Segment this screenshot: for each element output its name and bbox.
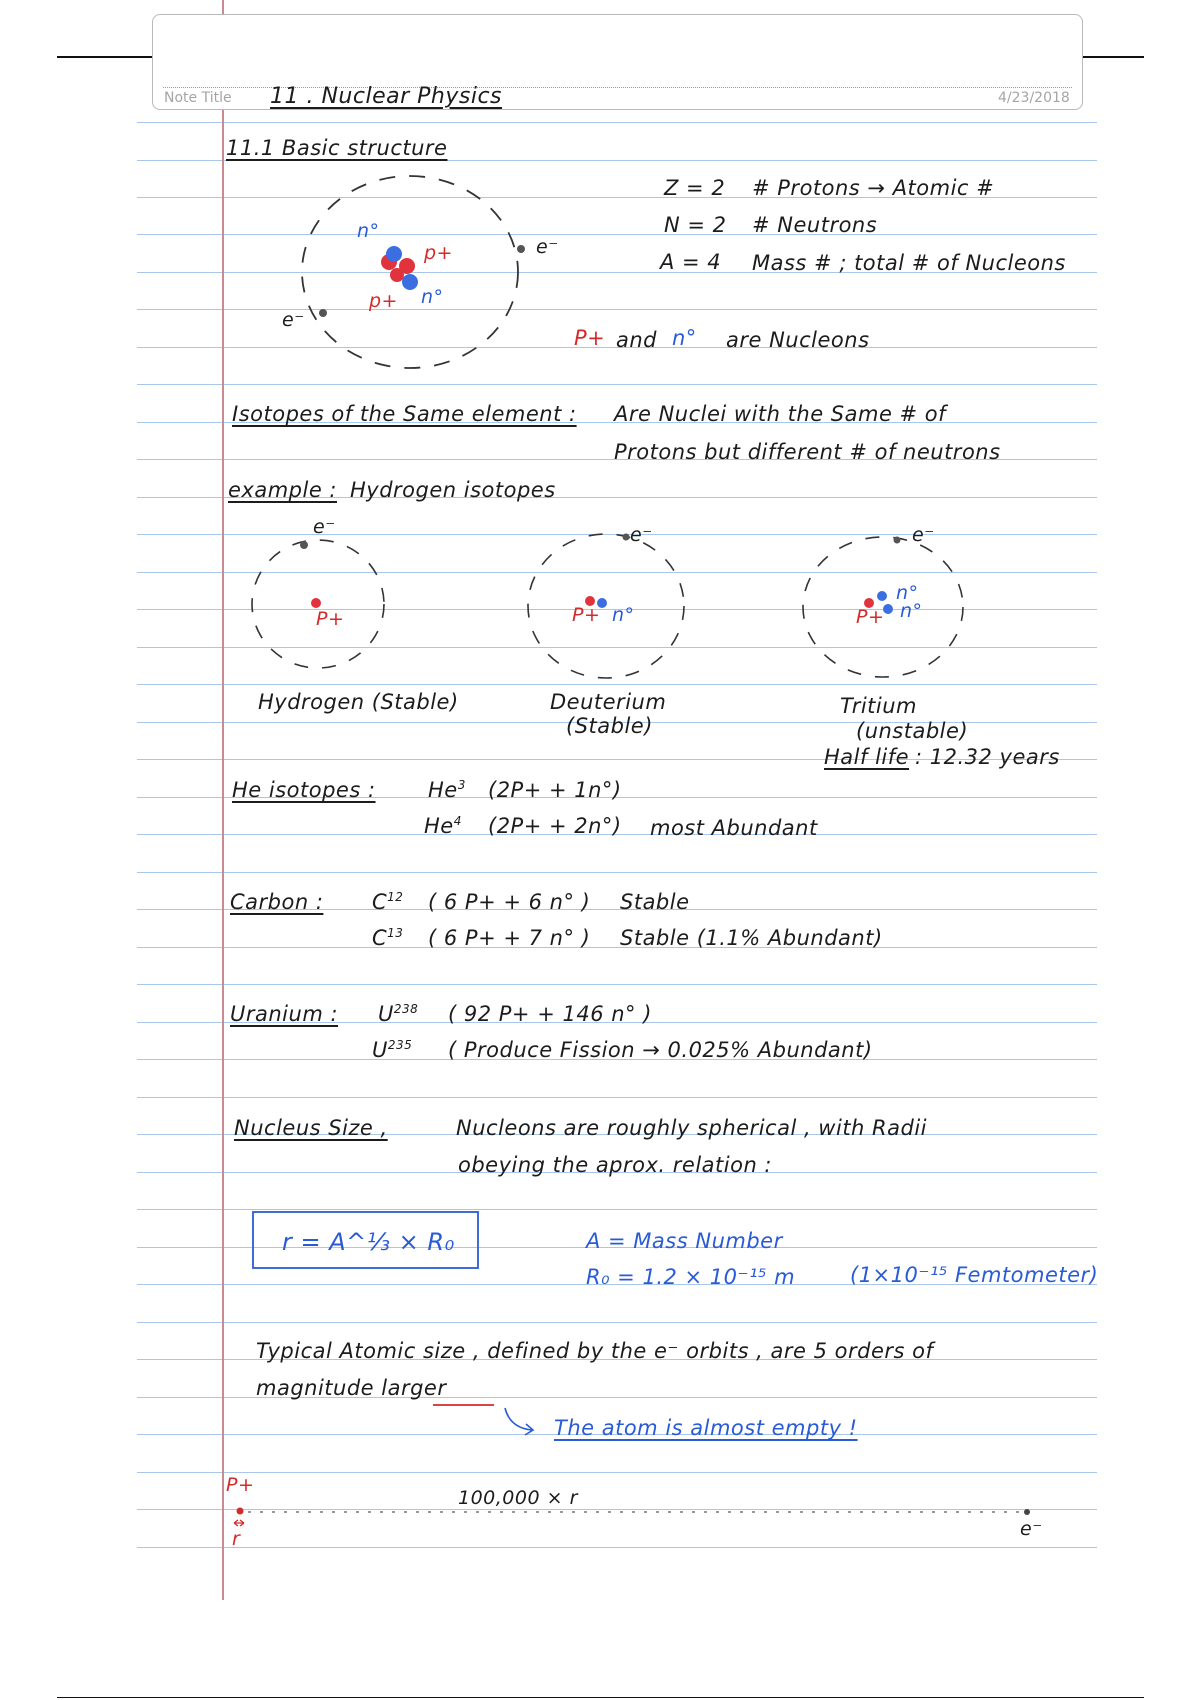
def-z-desc: # Protons → Atomic # <box>752 176 995 200</box>
nucleus-size-label: Nucleus Size , <box>234 1116 388 1140</box>
def-a-desc: Mass # ; total # of Nucleons <box>752 251 1066 275</box>
he4-note: most Abundant <box>650 816 818 840</box>
tritium-neutron-label-1: n° <box>896 582 919 604</box>
tritium-neutron-1 <box>877 591 887 601</box>
atom-electron-label-2: e⁻ <box>282 309 305 331</box>
deuterium-neutron-label: n° <box>612 604 635 626</box>
nucleons-and: and <box>616 328 658 352</box>
tritium-name: Tritium <box>840 694 917 718</box>
c12-symbol: $C^{12}$ <box>372 890 404 914</box>
u235-symbol: $U^{235}$ <box>372 1038 413 1062</box>
example-text: Hydrogen isotopes <box>350 478 556 502</box>
example-label: example : <box>228 478 338 502</box>
u238-symbol: $U^{238}$ <box>378 1002 419 1026</box>
atom-neutron-label-2: n° <box>421 286 444 308</box>
nucleons-end: are Nucleons <box>726 328 870 352</box>
nucleus-size-line-1: Nucleons are roughly spherical , with Radii <box>456 1116 927 1140</box>
isotopes-desc-2: Protons but different # of neutrons <box>614 440 1001 464</box>
note-title-label: Note Title <box>164 90 232 106</box>
hydrogen-electron-label: e⁻ <box>313 516 336 538</box>
c13-composition: ( 6 P+ + 7 n° ) <box>428 926 591 950</box>
scale-electron-label: e⁻ <box>1020 1518 1043 1540</box>
nucleus-neutron-2 <box>402 274 418 290</box>
nucleus-neutron-1 <box>386 246 402 262</box>
note-date: 4/23/2018 <box>998 90 1070 106</box>
atomic-size-line-2: magnitude larger <box>256 1376 447 1400</box>
atom-neutron-label-1: n° <box>357 220 380 242</box>
scale-r-arrow <box>234 1520 244 1526</box>
nucleons-p: P+ <box>574 326 606 350</box>
electron-2 <box>319 309 327 317</box>
scale-proton-label: P+ <box>226 1474 255 1496</box>
r0-def: R₀ = 1.2 × 10⁻¹⁵ m <box>586 1265 796 1289</box>
scale-r-label: r <box>232 1528 241 1550</box>
nucleus-proton-3 <box>390 268 404 282</box>
uranium-label: Uranium : <box>230 1002 339 1026</box>
atom-electron-label-1: e⁻ <box>536 236 559 258</box>
isotopes-desc-1: Are Nuclei with the Same # of <box>614 402 947 426</box>
atomic-size-line-1: Typical Atomic size , defined by the e⁻ orbits , are 5 orders of <box>256 1339 934 1363</box>
page-title: 11 . Nuclear Physics <box>270 84 502 109</box>
tritium-proton-label: P+ <box>856 606 885 628</box>
tritium-half-life-label: Half life <box>824 745 910 769</box>
nucleons-n: n° <box>672 326 697 350</box>
c13-symbol: $C^{13}$ <box>372 926 404 950</box>
def-z: Z = 2 <box>664 176 726 200</box>
he3-composition: (2P+ + 1n°) <box>488 778 622 802</box>
scale-proton <box>237 1508 244 1515</box>
electron-1 <box>517 245 525 253</box>
u238-composition: ( 92 P+ + 146 n° ) <box>448 1002 652 1026</box>
deuterium-state: (Stable) <box>566 714 653 738</box>
def-a: A = 4 <box>660 250 722 274</box>
u235-composition: ( Produce Fission → 0.025% Abundant) <box>448 1038 873 1062</box>
nucleus-size-line-2: obeying the aprox. relation : <box>458 1153 773 1177</box>
section-heading: 11.1 Basic structure <box>226 136 448 160</box>
hydrogen-electron <box>300 541 308 549</box>
atom-proton-label-2: p+ <box>369 290 398 312</box>
tritium-electron <box>894 537 901 544</box>
def-n: N = 2 <box>664 213 727 237</box>
he4-symbol: He$^4$ <box>424 814 462 838</box>
tritium-electron-label: e⁻ <box>912 524 935 546</box>
tritium-half-life-value: : 12.32 years <box>915 745 1060 769</box>
isotopes-label: Isotopes of the Same element : <box>232 402 577 426</box>
helium-label: He isotopes : <box>232 778 376 802</box>
c12-note: Stable <box>620 890 690 914</box>
c12-composition: ( 6 P+ + 6 n° ) <box>428 890 591 914</box>
scale-distance-label: 100,000 × r <box>458 1487 578 1509</box>
hydrogen-name: Hydrogen (Stable) <box>258 690 459 714</box>
r0-note: (1×10⁻¹⁵ Femtometer) <box>850 1263 1099 1287</box>
carbon-label: Carbon : <box>230 890 324 914</box>
tritium-state: (unstable) <box>856 719 969 743</box>
he4-composition: (2P+ + 2n°) <box>488 814 622 838</box>
atom-proton-label-1: p+ <box>424 242 453 264</box>
nucleus-size-formula: r = A^⅓ × R₀ <box>282 1228 455 1256</box>
c13-note: Stable (1.1% Abundant) <box>620 926 883 950</box>
deuterium-name: Deuterium <box>550 690 667 714</box>
mass-number-def: A = Mass Number <box>586 1229 783 1253</box>
hydrogen-proton-label: P+ <box>316 608 345 630</box>
tritium-neutron-2 <box>883 604 893 614</box>
scale-electron <box>1024 1509 1030 1515</box>
deuterium-proton-label: P+ <box>572 604 601 626</box>
hydrogen-proton <box>311 598 321 608</box>
he3-symbol: He$^3$ <box>428 778 466 802</box>
atomic-size-conclusion: The atom is almost empty ! <box>554 1416 858 1440</box>
tritium-neutron-label-2: n° <box>900 600 923 622</box>
deuterium-electron <box>623 534 630 541</box>
deuterium-electron-label: e⁻ <box>630 524 653 546</box>
def-n-desc: # Neutrons <box>752 213 878 237</box>
